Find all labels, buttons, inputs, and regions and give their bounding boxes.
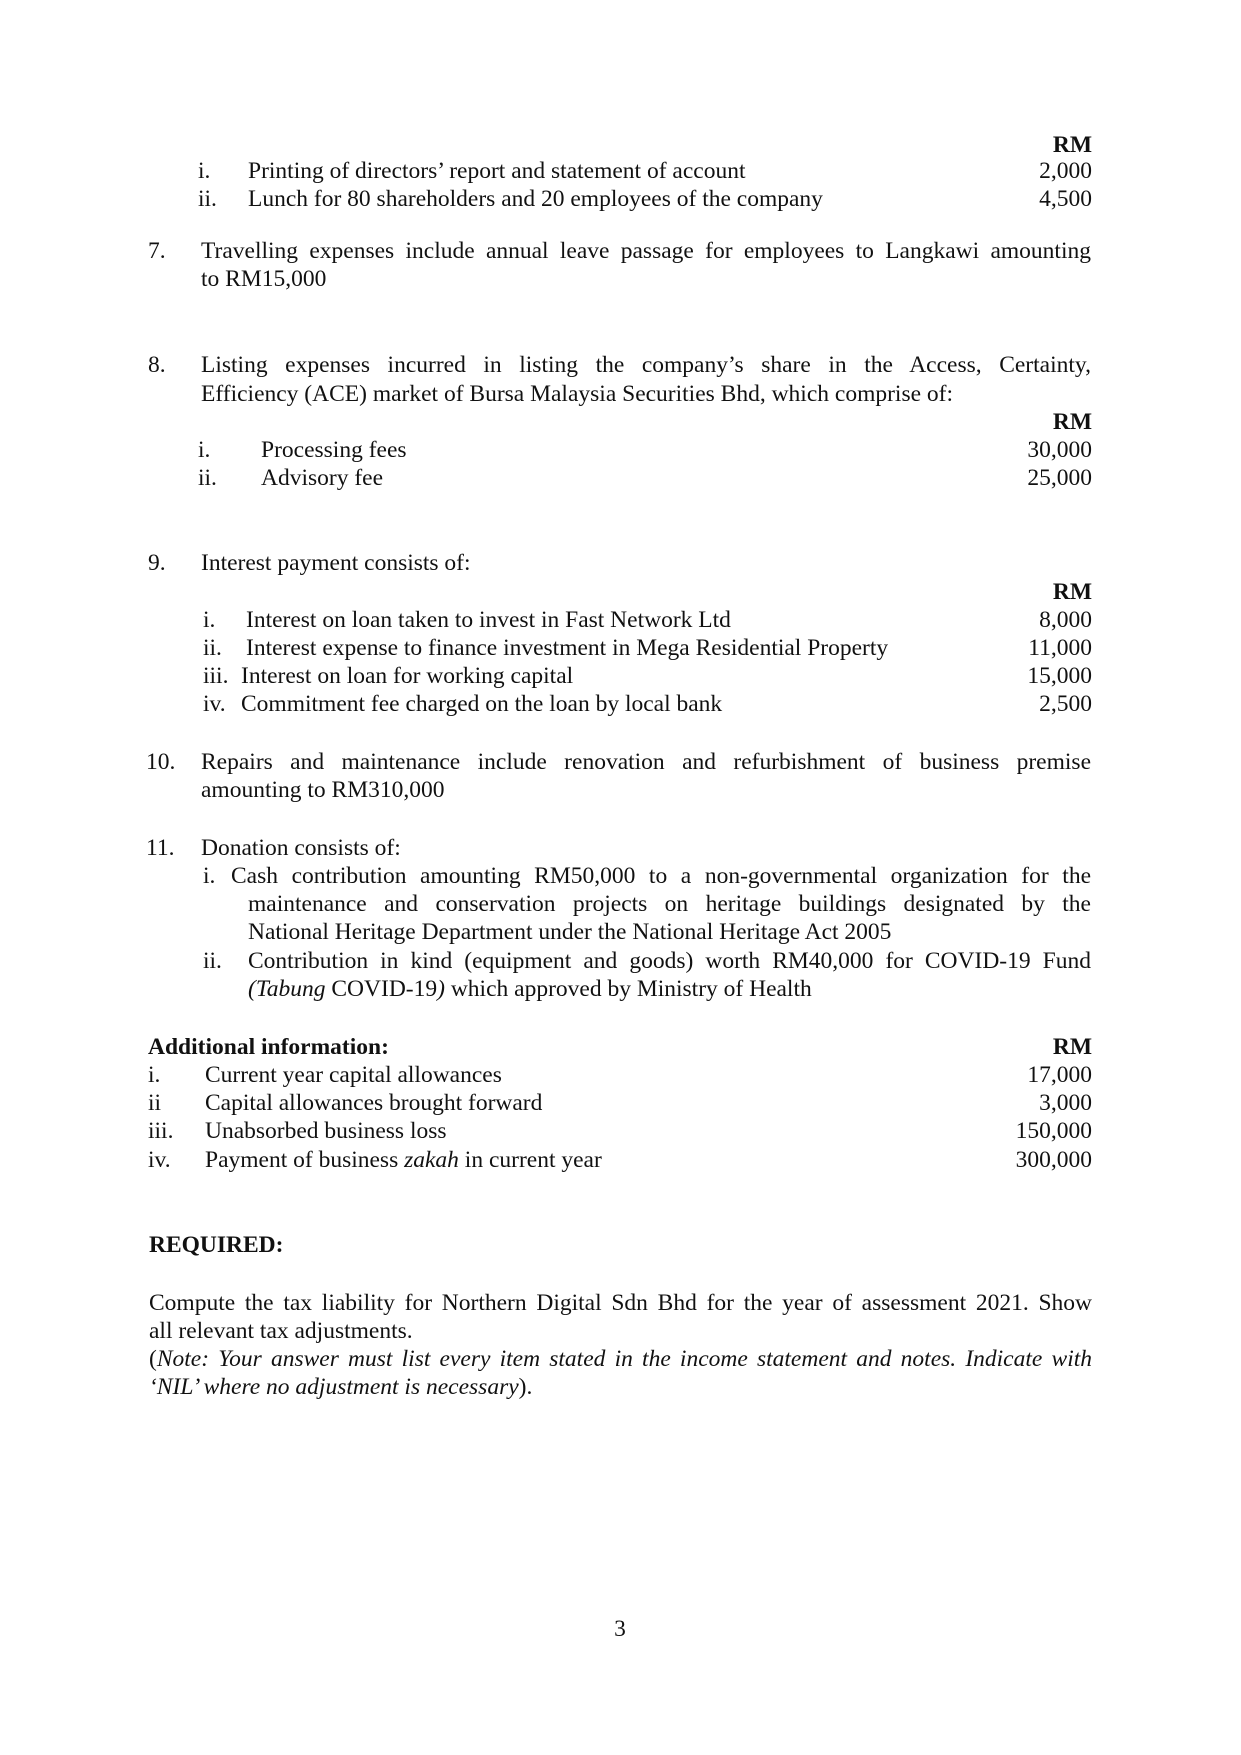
note-number: 8. [148, 352, 166, 378]
item-label: Commitment fee charged on the loan by local bank [241, 691, 723, 717]
note-number: 11. [146, 835, 175, 861]
note-text: to RM15,000 [201, 266, 327, 292]
required-heading: REQUIRED: [149, 1232, 284, 1258]
item-amount: 2,000 [1039, 158, 1092, 184]
note-italic: ‘NIL’ where no adjustment is necessary [149, 1374, 519, 1400]
rm-column-header: RM [1052, 579, 1092, 605]
item-label: Processing fees [261, 437, 407, 463]
note-italic: Note: Your answer must list every item stated in the income statement and notes. Indicate with [156, 1346, 1092, 1372]
item-amount: 17,000 [1027, 1062, 1092, 1088]
italic-term: (Tabung [248, 976, 326, 1002]
note-text: Efficiency (ACE) market of Bursa Malaysia Securities Bhd, which comprise of: [201, 381, 954, 407]
note-text: Travelling expenses include annual leave passage for employees to Langkawi amounting [201, 238, 1091, 264]
item-number: i. [203, 607, 216, 633]
item-number: iii. [203, 663, 229, 689]
item-amount: 15,000 [1027, 663, 1092, 689]
item-number: ii. [198, 186, 217, 212]
item-amount: 3,000 [1039, 1090, 1092, 1116]
page-number: 3 [614, 1616, 626, 1642]
plain-text: which approved by Ministry of Health [444, 976, 812, 1002]
note-number: 7. [148, 238, 166, 264]
item-number: i. [203, 863, 216, 889]
item-amount: 25,000 [1027, 465, 1092, 491]
paren-open: ( [149, 1346, 157, 1372]
note-text: Interest payment consists of: [201, 550, 471, 576]
italic-term: zakah [404, 1147, 459, 1173]
required-text: all relevant tax adjustments. [149, 1318, 413, 1344]
required-note [149, 1373, 532, 1402]
item-label: Unabsorbed business loss [205, 1118, 447, 1144]
item-number: ii. [203, 635, 222, 661]
item-text: National Heritage Department under the National Heritage Act 2005 [248, 919, 892, 945]
item-number: i. [198, 158, 211, 184]
item-number: ii [148, 1090, 162, 1116]
item-amount: 4,500 [1039, 186, 1092, 212]
paren-close: ). [518, 1374, 533, 1400]
note-text: Repairs and maintenance include renovation and refurbishment of business premise [201, 749, 1091, 775]
item-amount: 300,000 [1015, 1147, 1092, 1173]
rm-column-header: RM [1052, 409, 1092, 435]
italic-paren: ) [437, 976, 445, 1002]
item-label: Capital allowances brought forward [205, 1090, 543, 1116]
item-number: ii. [203, 948, 222, 974]
item-label: Current year capital allowances [205, 1062, 502, 1088]
item-number: iv. [148, 1147, 171, 1173]
item-amount: 8,000 [1039, 607, 1092, 633]
item-amount: 2,500 [1039, 691, 1092, 717]
item-text: Cash contribution amounting RM50,000 to a non-governmental organization for the [231, 863, 1091, 889]
item-number: iii. [148, 1118, 174, 1144]
item-number: ii. [198, 465, 217, 491]
item-label: Lunch for 80 shareholders and 20 employees of the company [248, 186, 823, 212]
plain-text: Payment of business [205, 1147, 405, 1173]
note-text: Donation consists of: [201, 835, 401, 861]
item-amount: 150,000 [1015, 1118, 1092, 1144]
item-label [205, 1146, 602, 1175]
required-note [149, 1345, 1092, 1374]
item-text-mixed [248, 975, 812, 1004]
section-heading: Additional information: [148, 1034, 389, 1060]
note-text: amounting to RM310,000 [201, 777, 445, 803]
item-text: Contribution in kind (equipment and goods) worth RM40,000 for COVID-19 Fund [248, 948, 1091, 974]
note-text: Listing expenses incurred in listing the company’s share in the Access, Certainty, [201, 352, 1091, 378]
rm-column-header: RM [1052, 132, 1092, 158]
item-number: i. [198, 437, 211, 463]
item-label: Interest on loan taken to invest in Fast Network Ltd [246, 607, 731, 633]
plain-text: in current year [458, 1147, 602, 1173]
item-number: iv. [203, 691, 226, 717]
item-number: i. [148, 1062, 161, 1088]
plain-text: COVID-19 [325, 976, 438, 1002]
item-label: Printing of directors’ report and statement of account [248, 158, 746, 184]
required-text: Compute the tax liability for Northern Digital Sdn Bhd for the year of assessment 2021. Show [149, 1290, 1092, 1316]
item-label: Interest expense to finance investment in Mega Residential Property [246, 635, 889, 661]
item-amount: 11,000 [1028, 635, 1092, 661]
note-number: 9. [148, 550, 166, 576]
rm-column-header: RM [1052, 1034, 1092, 1060]
item-label: Advisory fee [261, 465, 384, 491]
item-amount: 30,000 [1027, 437, 1092, 463]
note-number: 10. [146, 749, 176, 775]
item-text: maintenance and conservation projects on heritage buildings designated by the [248, 891, 1091, 917]
item-label: Interest on loan for working capital [241, 663, 574, 689]
